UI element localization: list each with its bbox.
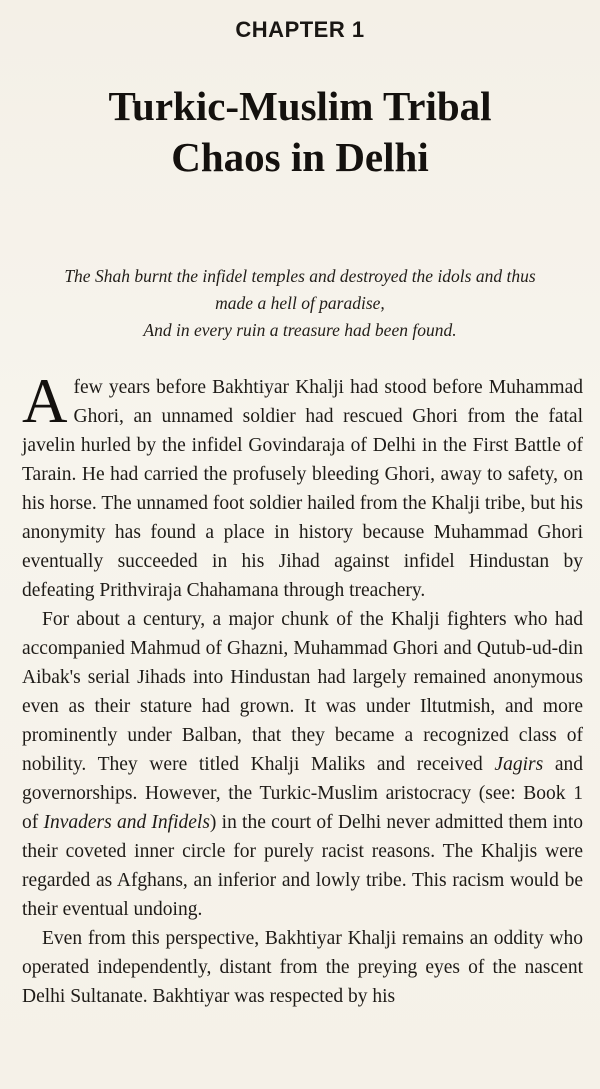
epigraph-line-1: The Shah burnt the infidel temples and destroyed the idols and thus bbox=[64, 266, 536, 286]
drop-cap: A bbox=[22, 366, 68, 436]
paragraph-2-text-a: For about a century, a major chunk of the Khalji fighters who had accompanied Mahmud of Ghazni, Muhammad Ghori and Qutub-ud-din Aibak's serial Jihads into Hindustan had largely remained anonymous even as their stature had grown. It was under Iltutmish, and more prominently under Balban, that they became a recognized class of nobility. They were titled Khalji Maliks and received bbox=[22, 609, 583, 775]
chapter-title-line-2: Chaos in Delhi bbox=[171, 134, 429, 180]
paragraph-2-emphasis-book-title: Invaders and Infidels bbox=[43, 812, 210, 833]
epigraph bbox=[0, 263, 600, 344]
chapter-label: CHAPTER 1 bbox=[235, 17, 365, 42]
paragraph-2 bbox=[22, 605, 583, 924]
epigraph-line-2: made a hell of paradise, bbox=[215, 293, 385, 313]
paragraph-1-text: few years before Bakhtiyar Khalji had stood before Muhammad Ghori, an unnamed soldier had rescued Ghori from the fatal javelin hurled by the infidel Govindaraja of Delhi in the First Battle of Tarain. He had carried the profusely bleeding Ghori, away to safety, on his horse. The unnamed foot soldier hailed from the Khalji tribe, but his anonymity has found a place in history because Muhammad Ghori eventually succeeded in his Jihad against infidel Hindustan by defeating Prithviraja Chahamana through treachery. bbox=[22, 377, 583, 601]
paragraph-3 bbox=[22, 924, 583, 1011]
chapter-title-line-1: Turkic-Muslim Tribal bbox=[108, 83, 492, 129]
paragraph-1 bbox=[22, 366, 583, 605]
paragraph-2-emphasis-jagirs: Jagirs bbox=[494, 754, 544, 775]
paragraph-2-text-c: ) in the court of Delhi never admitted them into their coveted inner circle for purely racist reasons. The Khaljis were regarded as Afghans, an inferior and lowly tribe. This racism would be their eventual undoing. bbox=[22, 812, 583, 920]
epigraph-line-3: And in every ruin a treasure had been found. bbox=[143, 320, 457, 340]
body-text bbox=[22, 366, 583, 1011]
paragraph-2-text-b: and governorships. However, the Turkic-Muslim aristocracy (see: Book 1 of bbox=[22, 754, 583, 833]
chapter-title bbox=[0, 81, 600, 183]
paragraph-3-text: Even from this perspective, Bakhtiyar Khalji remains an oddity who operated independently, distant from the preying eyes of the nascent Delhi Sultanate. Bakhtiyar was respected by his bbox=[22, 928, 583, 1007]
